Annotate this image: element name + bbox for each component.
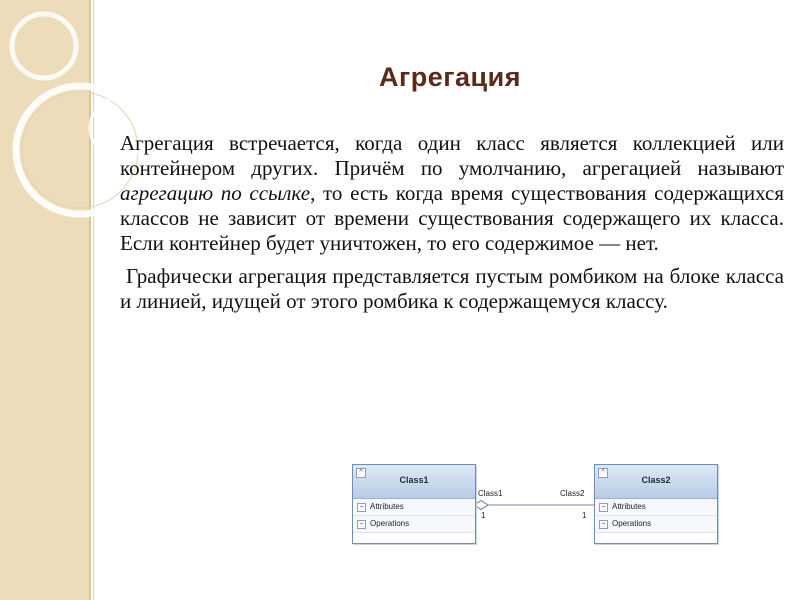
- collapse-icon[interactable]: ^: [598, 468, 608, 478]
- class1-operations-row[interactable]: [353, 516, 475, 533]
- class1-operations-label: Operations: [370, 519, 410, 528]
- paragraph-1-text-a: Агрегация встречается, когда один класс является коллекцией или контейнером других. Причём по умолчанию, агрегацией называют: [120, 131, 784, 180]
- class2-header: [595, 465, 717, 499]
- role-label-class1: Class1: [478, 489, 503, 498]
- multiplicity-class1: 1: [481, 511, 486, 520]
- slide-title: Агрегация: [379, 62, 521, 92]
- class2-name: Class2: [641, 475, 671, 485]
- class2-attributes-row[interactable]: [595, 499, 717, 516]
- class1-attributes-label: Attributes: [370, 502, 404, 511]
- minus-icon[interactable]: −: [357, 503, 366, 512]
- class1-box[interactable]: [352, 464, 476, 544]
- minus-icon[interactable]: −: [599, 520, 608, 529]
- slide-body: [120, 131, 790, 322]
- minus-icon[interactable]: −: [357, 520, 366, 529]
- uml-diagram: [350, 464, 720, 548]
- class1-header: [353, 465, 475, 499]
- class1-attributes-row[interactable]: [353, 499, 475, 516]
- minus-icon[interactable]: −: [599, 503, 608, 512]
- class2-operations-label: Operations: [612, 519, 652, 528]
- collapse-icon[interactable]: ^: [356, 468, 366, 478]
- paragraph-1: [120, 131, 784, 256]
- class2-attributes-label: Attributes: [612, 502, 646, 511]
- paragraph-1-text-b: , то есть когда время существования содержащихся классов не зависит от времени существования содержащего их класса. Если контейнер будет уничтожен, то его содержимое — нет.: [120, 181, 784, 255]
- role-label-class2: Class2: [560, 489, 585, 498]
- aggregation-diamond: [474, 501, 488, 510]
- paragraph-1-emphasis: агрегацию по ссылке: [120, 181, 311, 205]
- multiplicity-class2: 1: [582, 511, 587, 520]
- class2-operations-row[interactable]: [595, 516, 717, 533]
- class2-box[interactable]: [594, 464, 718, 544]
- class1-name: Class1: [399, 475, 429, 485]
- paragraph-2: Графически агрегация представляется пустым ромбиком на блоке класса и линией, идущей от этого ромбика к содержащемуся классу.: [120, 264, 790, 313]
